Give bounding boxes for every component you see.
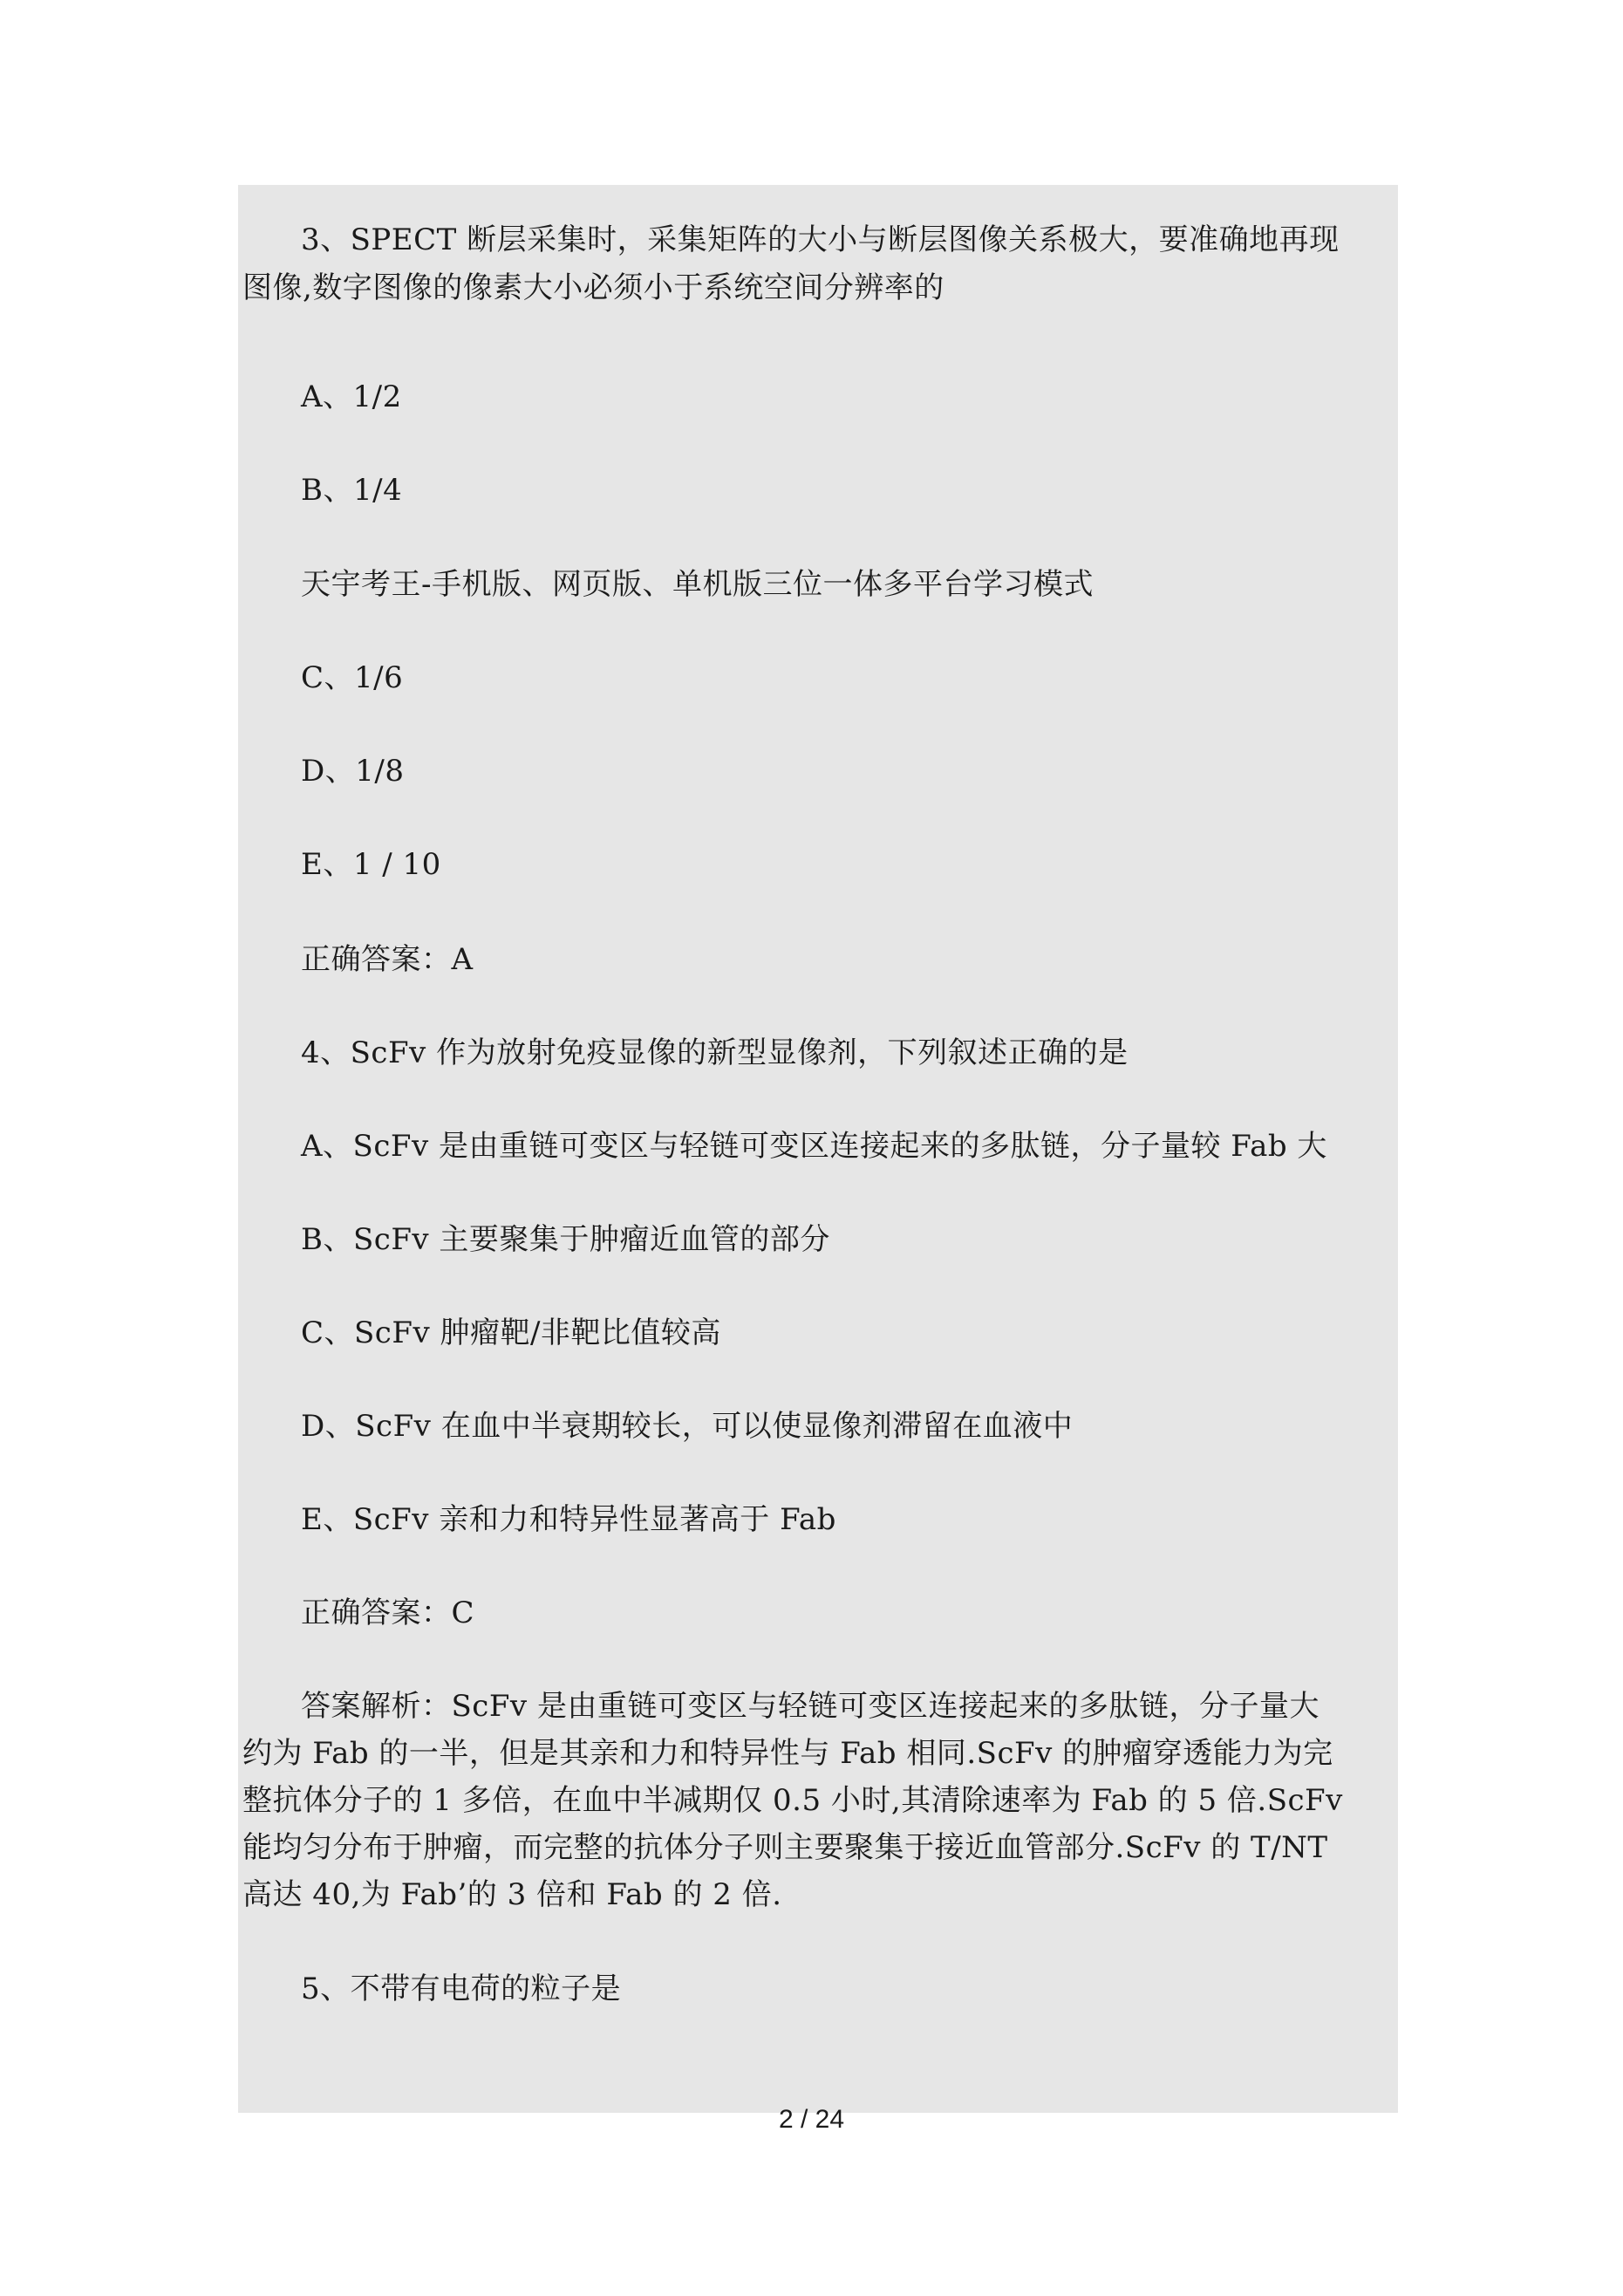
question-5-stem: 5、不带有电荷的粒子是 [301,1971,622,2006]
question-4-explanation-line-2: 约为 Fab 的一半，但是其亲和力和特异性与 Fab 相同.ScFv 的肿瘤穿透能力为完 [242,1736,1333,1771]
question-4-explanation-line-3: 整抗体分子的 1 多倍，在血中半减期仅 0.5 小时,其清除速率为 Fab 的 5 倍.ScFv [242,1783,1343,1818]
question-4-option-b: B、ScFv 主要聚集于肿瘤近血管的部分 [301,1222,830,1257]
question-3-option-e: E、1 / 10 [301,847,441,882]
question-4-answer: 正确答案：C [301,1596,475,1630]
question-4-explanation-line-1: 答案解析：ScFv 是由重链可变区与轻链可变区连接起来的多肽链，分子量大 [301,1689,1320,1724]
question-4-explanation-line-4: 能均匀分布于肿瘤，而完整的抗体分子则主要聚集于接近血管部分.ScFv 的 T/NT [242,1830,1328,1865]
question-3-stem-line-2: 图像,数字图像的像素大小必须小于系统空间分辨率的 [242,270,944,305]
question-3-option-c: C、1/6 [301,660,404,695]
question-4-option-a: A、ScFv 是由重链可变区与轻链可变区连接起来的多肽链，分子量较 Fab 大 [301,1129,1327,1164]
question-3-stem-line-1: 3、SPECT 断层采集时，采集矩阵的大小与断层图像关系极大，要准确地再现 [301,222,1340,257]
question-4-option-d: D、ScFv 在血中半衰期较长，可以使显像剂滞留在血液中 [301,1409,1074,1444]
page-number: 2 / 24 [778,2105,845,2134]
question-4-option-e: E、ScFv 亲和力和特异性显著高于 Fab [301,1502,836,1537]
promo-text: 天宇考王-手机版、网页版、单机版三位一体多平台学习模式 [301,567,1094,602]
question-3-option-b: B、1/4 [301,473,403,508]
question-3-option-a: A、1/2 [301,379,402,414]
question-4-option-c: C、ScFv 肿瘤靶/非靶比值较高 [301,1315,721,1350]
question-3-answer: 正确答案：A [301,942,474,977]
question-4-stem: 4、ScFv 作为放射免疫显像的新型显像剂，下列叙述正确的是 [301,1035,1129,1070]
question-3-option-d: D、1/8 [301,754,405,789]
question-4-explanation-line-5: 高达 40,为 Fab’的 3 倍和 Fab 的 2 倍. [242,1877,782,1912]
